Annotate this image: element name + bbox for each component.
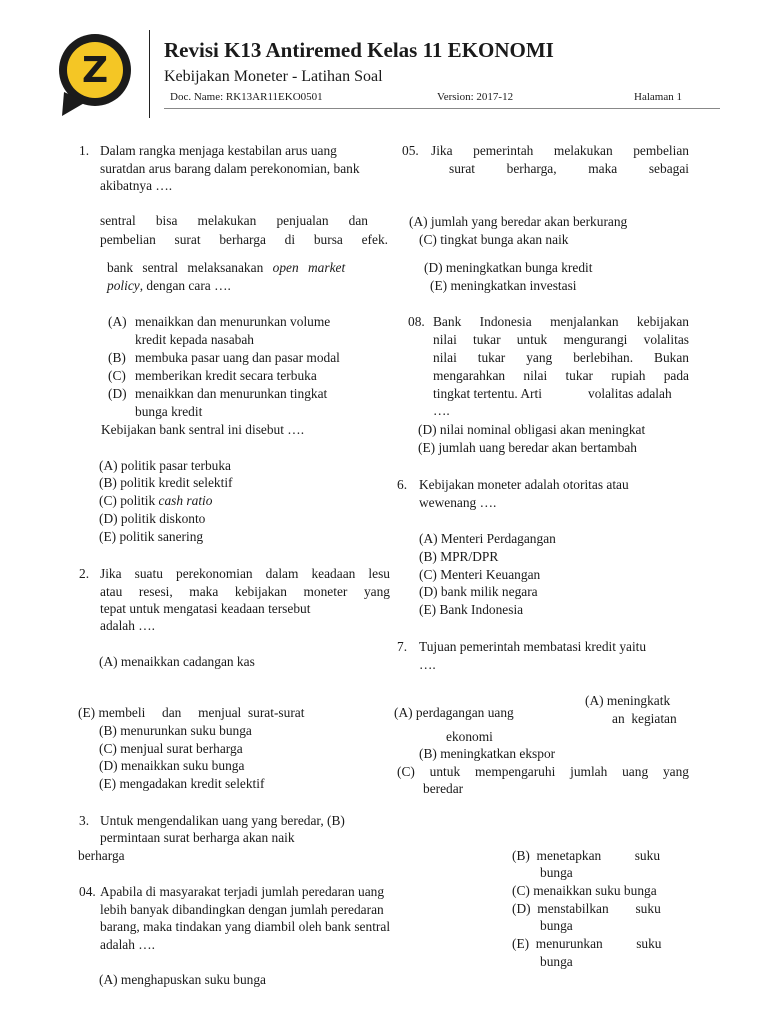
q1-option-a-letter: (A) xyxy=(108,314,127,329)
q6-option-e: (E) Bank Indonesia xyxy=(419,602,524,617)
q1-policy-a: (A) politik pasar terbuka xyxy=(99,458,232,473)
q1-option-d-line1: menaikkan dan menurunkan tingkat xyxy=(135,386,328,401)
q4-option-b-line1: (B) menetapkan suku xyxy=(512,848,661,863)
q7-option-a-right-line2: an kegiatan xyxy=(612,711,677,726)
q2-option-a: (A) menaikkan cadangan kas xyxy=(99,654,255,669)
q1-policy-e: (E) politik sanering xyxy=(99,529,204,544)
q1-option-c: memberikan kredit secara terbuka xyxy=(135,368,317,383)
q1-fragment4: policy, dengan cara …. xyxy=(107,278,231,293)
q7-stem-line1: Tujuan pemerintah membatasi kredit yaitu xyxy=(419,639,647,654)
q5-option-a: (A) jumlah yang beredar akan berkurang xyxy=(409,214,628,229)
q8-stem-line1: Bank Indonesia menjalankan kebijakan xyxy=(433,314,689,329)
q1-option-d-line2: bunga kredit xyxy=(135,404,203,419)
q1-policy-d: (D) politik diskonto xyxy=(99,511,206,526)
logo-letter: Z xyxy=(81,50,109,91)
q8-option-e: (E) jumlah uang beredar akan bertambah xyxy=(418,440,637,455)
q7-option-b: (B) meningkatkan ekspor xyxy=(419,746,556,761)
q2-option-b: (B) menurunkan suku bunga xyxy=(99,723,252,738)
q1-stem-line3: akibatnya …. xyxy=(100,178,173,193)
q1-option-b: membuka pasar uang dan pasar modal xyxy=(135,350,340,365)
page-title: Revisi K13 Antiremed Kelas 11 EKONOMI xyxy=(164,38,554,62)
page-number: Halaman 1 xyxy=(634,91,682,103)
q4-option-c: (C) menaikkan suku bunga xyxy=(512,883,657,898)
q2-option-e-fragment: (E) membeli dan menjual surat-surat xyxy=(78,705,305,720)
q4-option-b-line2: bunga xyxy=(540,865,573,880)
q1-option-b-letter: (B) xyxy=(108,350,126,365)
q5-number: 05. xyxy=(402,143,419,158)
q7-option-a-right-line1: (A) meningkatk xyxy=(585,693,671,708)
doc-version: Version: 2017-12 xyxy=(437,91,514,103)
q4-stem-line4: adalah …. xyxy=(100,937,156,952)
q4-stem-line2: lebih banyak dibandingkan dengan jumlah peredaran xyxy=(100,902,384,917)
q5-option-c: (C) tingkat bunga akan naik xyxy=(419,232,569,247)
doc-name: Doc. Name: RK13AR11EKO0501 xyxy=(170,91,323,103)
q2-option-e: (E) mengadakan kredit selektif xyxy=(99,776,265,791)
q1-stem-part2: Kebijakan bank sentral ini disebut …. xyxy=(101,422,305,437)
q8-stem-line3: nilai tukar yang berlebihan. Bukan xyxy=(433,350,689,365)
q1-policy-b: (B) politik kredit selektif xyxy=(99,475,233,490)
q5-stem-line1: Jika pemerintah melakukan pembelian xyxy=(431,143,689,158)
q6-stem-line2: wewenang …. xyxy=(419,495,497,510)
q7-option-a-right-line3: ekonomi xyxy=(446,729,493,744)
q1-fragment1: sentral bisa melakukan penjualan dan xyxy=(100,213,368,228)
q8-stem-line5b: volalitas adalah xyxy=(588,386,672,401)
q4-option-d-line1: (D) menstabilkan suku xyxy=(512,901,661,916)
q5-option-d: (D) meningkatkan bunga kredit xyxy=(424,260,593,275)
q7-number: 7. xyxy=(397,639,408,654)
q1-fragment3: bank sentral melaksanakan open market xyxy=(107,260,346,275)
q8-stem-line2: nilai tukar untuk mengurangi volalitas xyxy=(433,332,689,347)
q2-stem-line4: adalah …. xyxy=(100,618,156,633)
antiremed-logo-icon xyxy=(52,30,138,118)
q2-option-c: (C) menjual surat berharga xyxy=(99,741,243,756)
q4-stem-line3: barang, maka tindakan yang diambil oleh bank sentral xyxy=(100,919,391,934)
q8-number: 08. xyxy=(408,314,425,329)
q6-option-c: (C) Menteri Keuangan xyxy=(419,567,541,582)
q7-option-c-line2: beredar xyxy=(423,781,464,796)
header-rule xyxy=(164,108,720,109)
q1-stem-line2: suratdan arus barang dalam perekonomian, bank xyxy=(100,161,360,176)
q2-stem-line3: tepat untuk mengatasi keadaan tersebut xyxy=(100,601,311,616)
q2-stem-line1: Jika suatu perekonomian dalam keadaan lesu xyxy=(100,566,390,581)
q8-stem-line4: mengarahkan nilai tukar rupiah pada xyxy=(433,368,689,383)
q7-stem-line2: …. xyxy=(419,657,436,672)
q6-option-b: (B) MPR/DPR xyxy=(419,549,499,564)
q3-number: 3. xyxy=(79,813,90,828)
q3-stem-line2: permintaan surat berharga akan naik xyxy=(100,830,295,845)
q8-stem-line6: …. xyxy=(433,403,450,418)
q2-stem-line2: atau resesi, maka kebijakan moneter yang xyxy=(100,584,390,599)
q3-stem-line1: Untuk mengendalikan uang yang beredar, (B) xyxy=(100,813,345,828)
q1-fragment2: pembelian surat berharga di bursa efek. xyxy=(100,232,388,247)
q2-number: 2. xyxy=(79,566,90,581)
q1-number: 1. xyxy=(79,143,90,158)
q1-stem-line1: Dalam rangka menjaga kestabilan arus uang xyxy=(100,143,337,158)
q3-stem-line3: berharga xyxy=(78,848,125,863)
q1-option-c-letter: (C) xyxy=(108,368,126,383)
q6-option-d: (D) bank milik negara xyxy=(419,584,538,599)
q4-option-e-line2: bunga xyxy=(540,954,573,969)
q4-number: 04. xyxy=(79,884,96,899)
q6-number: 6. xyxy=(397,477,408,492)
header-divider xyxy=(149,30,150,118)
q6-stem-line1: Kebijakan moneter adalah otoritas atau xyxy=(419,477,629,492)
q8-stem-line5a: tingkat tertentu. Arti xyxy=(433,386,542,401)
q2-option-d: (D) menaikkan suku bunga xyxy=(99,758,245,773)
q8-option-d: (D) nilai nominal obligasi akan meningkat xyxy=(418,422,646,437)
q6-option-a: (A) Menteri Perdagangan xyxy=(419,531,556,546)
q4-option-a: (A) menghapuskan suku bunga xyxy=(99,972,266,987)
q1-policy-c: (C) politik cash ratio xyxy=(99,493,213,508)
q7-option-c-line1: (C) untuk mempengaruhi jumlah uang yang xyxy=(397,764,689,779)
q1-option-a-line1: menaikkan dan menurunkan volume xyxy=(135,314,331,329)
q5-stem-line2: surat berharga, maka sebagai xyxy=(449,161,689,176)
q4-stem-line1: Apabila di masyarakat terjadi jumlah peredaran uang xyxy=(100,884,385,899)
q1-option-a-line2: kredit kepada nasabah xyxy=(135,332,254,347)
page-subtitle: Kebijakan Moneter - Latihan Soal xyxy=(164,68,383,85)
q4-option-d-line2: bunga xyxy=(540,918,573,933)
q4-option-e-line1: (E) menurunkan suku xyxy=(512,936,662,951)
q1-option-d-letter: (D) xyxy=(108,386,127,401)
q7-option-a-left: (A) perdagangan uang xyxy=(394,705,514,720)
q5-option-e: (E) meningkatkan investasi xyxy=(430,278,577,293)
